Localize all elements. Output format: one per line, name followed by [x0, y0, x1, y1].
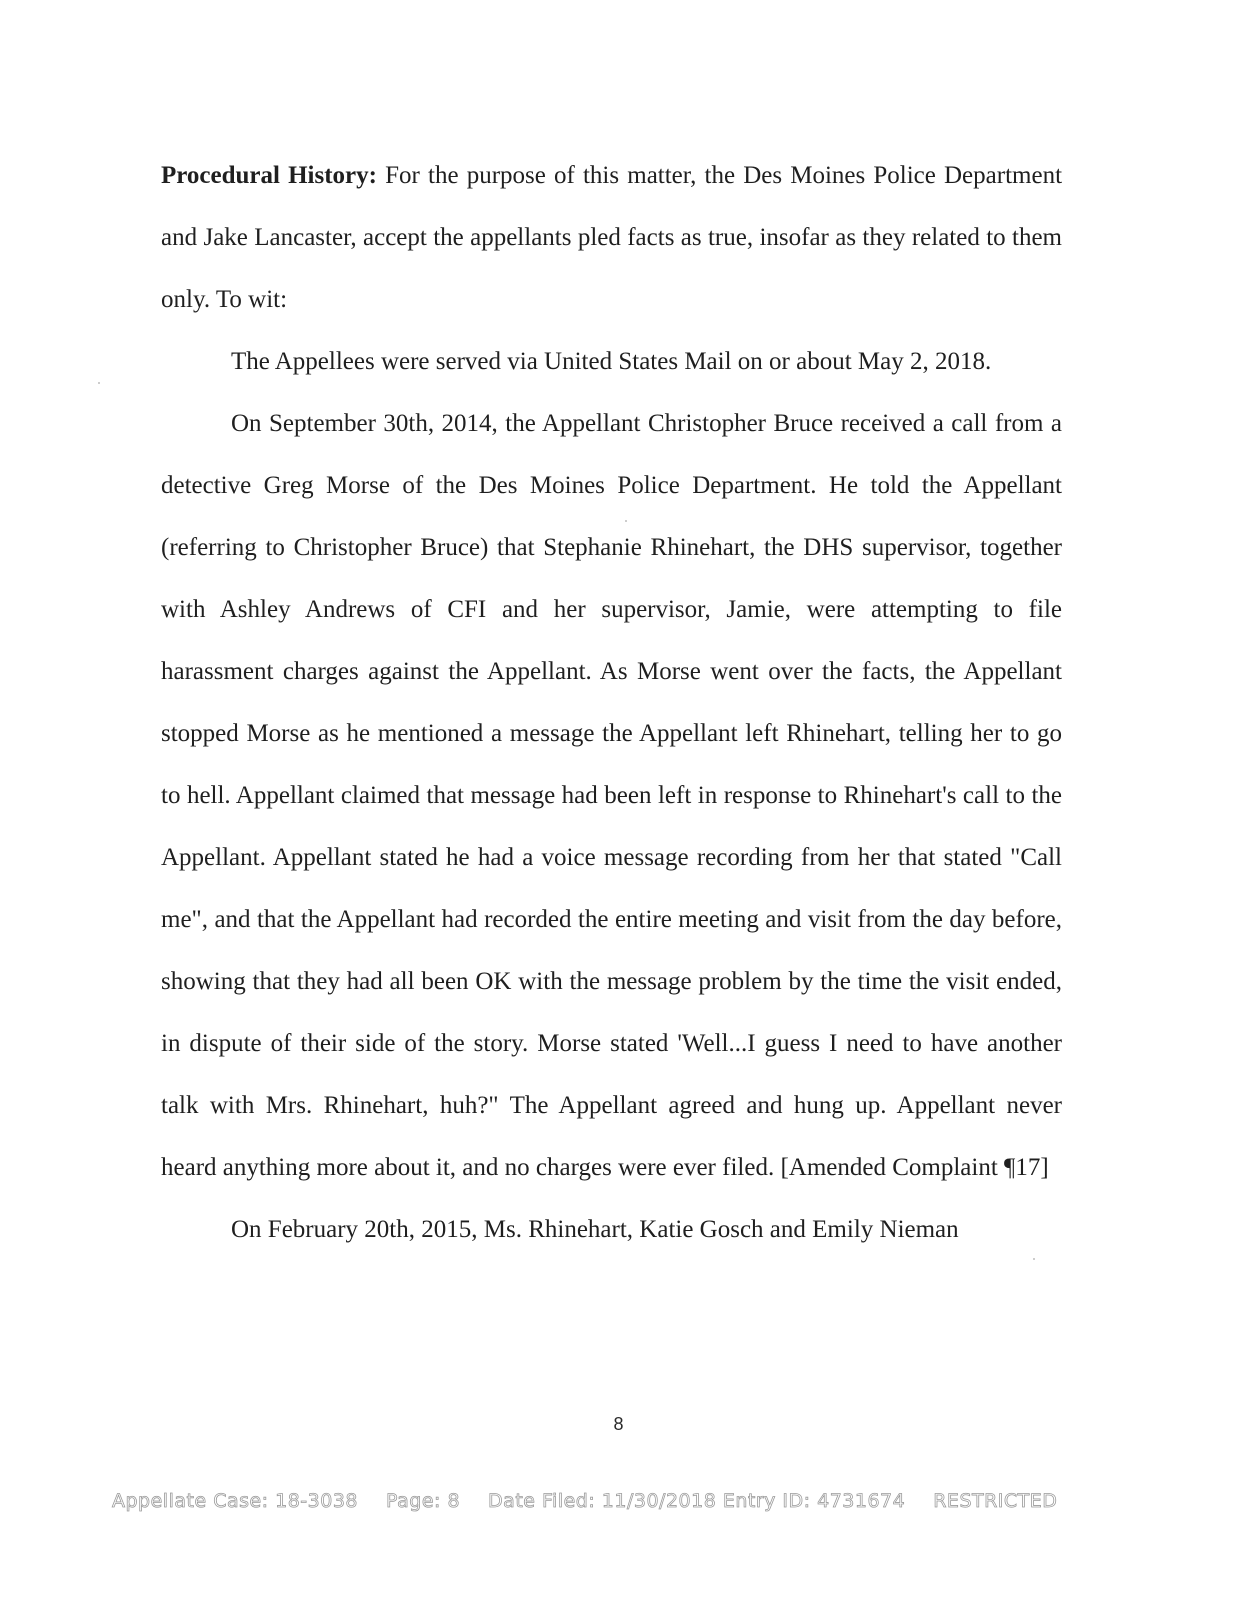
- february-paragraph: On February 20th, 2015, Ms. Rhinehart, Katie Gosch and Emily Nieman: [231, 1216, 959, 1243]
- september-call-paragraph: On September 30th, 2014, the Appellant Christopher Bruce received a call from a detective Greg Morse of the Des Moines Police Department. He told the Appellant (referring to Christopher Bruce) that Stephanie Rhinehart, the DHS supervisor, together with Ashley Andrews of CFI and her supervisor, Jamie, were attempting to file harassment charges against the Appellant. As Morse went over the facts, the Appellant stopped Morse as he mentioned a message the Appellant left Rhinehart, telling her to go to hell. Appellant claimed that message had been left in response to Rhinehart's call to the Appellant. Appellant stated he had a voice message recording from her that stated "Call me", and that the Appellant had recorded the entire meeting and visit from the day before, showing that they had all been OK with the message problem by the time the visit ended, in dispute of their side of the story. Morse stated 'Well...I guess I need to have another talk with Mrs. Rhinehart, huh?" The Appellant agreed and hung up. Appellant never heard anything more about it, and no charges were ever filed. [Amended Complaint ¶17]: [161, 410, 1062, 1181]
- footer-status: RESTRICTED: [933, 1490, 1058, 1512]
- section-heading: Procedural History:: [161, 162, 377, 189]
- page-number: 8: [613, 1414, 624, 1434]
- scan-speck: [625, 520, 627, 522]
- footer-page: Page: 8: [386, 1490, 461, 1512]
- court-filing-footer: [112, 1490, 1112, 1512]
- document-body: [161, 145, 1062, 1261]
- scan-speck: [1033, 1258, 1035, 1260]
- paragraph-text: For the purpose of this matter, the Des Moines Police Department and Jake Lancaster, accept the appellants pled facts as true, insofar as they related to them only. To wit:: [161, 162, 1063, 313]
- footer-case: Appellate Case: 18-3038: [112, 1490, 359, 1512]
- procedural-history-paragraph: [161, 145, 1062, 331]
- footer-date-filed: Date Filed: 11/30/2018 Entry ID: 4731674: [488, 1490, 906, 1512]
- service-paragraph: The Appellees were served via United States Mail on or about May 2, 2018.: [231, 348, 992, 375]
- scan-speck: [98, 382, 100, 384]
